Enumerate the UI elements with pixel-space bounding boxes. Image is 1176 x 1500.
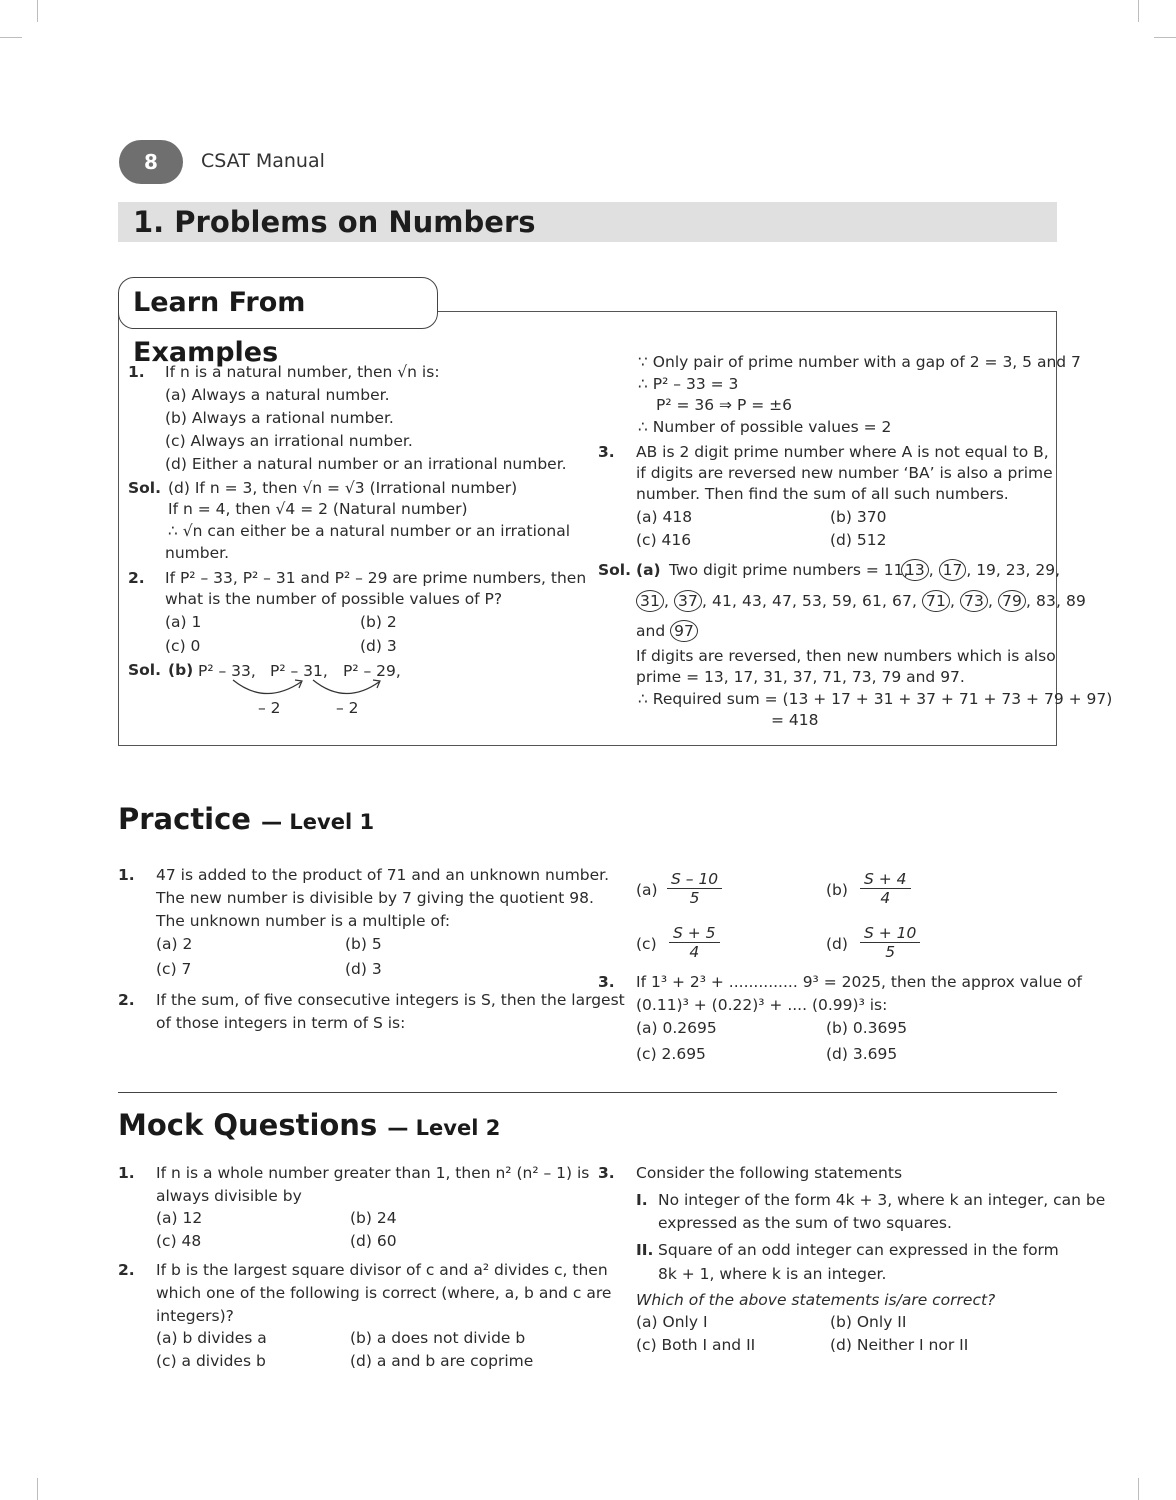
crop-mark: [37, 1478, 38, 1500]
question-number: 1.: [118, 866, 135, 884]
option: (b) 2: [360, 613, 397, 631]
practice-level: — Level 1: [261, 810, 375, 834]
prime: 41: [712, 592, 732, 610]
fraction-option: [667, 870, 722, 907]
question-line: 47 is added to the product of 71 and an unknown number.: [156, 866, 610, 884]
solution-line: ∴ Number of possible values = 2: [638, 418, 892, 436]
option: (b) a does not divide b: [350, 1329, 526, 1347]
option: (d) 3.695: [826, 1045, 898, 1063]
question-line: integers)?: [156, 1307, 234, 1325]
solution-term: P² – 33,: [198, 662, 256, 680]
option: (d) 3: [345, 960, 382, 978]
question-line: If the sum, of five consecutive integers is S, then the largest: [156, 991, 625, 1009]
option-label: (d): [826, 935, 848, 953]
solution-line: ∴ √n can either be a natural number or an irrational: [168, 522, 571, 540]
prime-row: [636, 620, 698, 642]
option: (b) 5: [345, 935, 382, 953]
gap-arc: [313, 680, 379, 694]
question-number: 2.: [118, 1261, 135, 1279]
crop-mark: [37, 0, 38, 22]
numerator: S + 10: [860, 924, 920, 943]
circled-prime: 17: [939, 559, 967, 581]
and-word: and: [636, 622, 666, 640]
prime: 89: [1066, 592, 1086, 610]
prime: 53: [802, 592, 822, 610]
statement-number: I.: [636, 1191, 648, 1209]
prime: 59: [832, 592, 852, 610]
gap-label: – 2: [336, 699, 359, 717]
circled-prime: 71: [922, 590, 950, 612]
option: (b) 24: [350, 1209, 397, 1227]
question-line: If 1³ + 2³ + .............. 9³ = 2025, then the approx value of: [636, 973, 1082, 991]
prime-row: 13 , 17 , 19, 23, 29,: [901, 559, 1060, 581]
solution-line: (d) If n = 3, then √n = √3 (Irrational number): [168, 479, 518, 497]
solution-answer: (b): [168, 661, 194, 679]
statement-number: II.: [636, 1241, 654, 1259]
option: (d) 3: [360, 637, 397, 655]
option: (a) Only I: [636, 1313, 708, 1331]
prime: 29: [1035, 561, 1056, 579]
solution-line: ∵ Only pair of prime number with a gap of 2 = 3, 5 and 7: [638, 353, 1081, 371]
question-line: what is the number of possible values of P?: [165, 590, 503, 608]
prime: 47: [772, 592, 792, 610]
option: (c) Always an irrational number.: [165, 432, 413, 450]
question-number: 2.: [118, 991, 135, 1009]
examples-tab: Learn From Examples: [118, 277, 438, 329]
prime: 83: [1036, 592, 1056, 610]
chapter-title: 1. Problems on Numbers: [118, 202, 1057, 242]
question-line: If n is a whole number greater than 1, then n² (n² – 1) is: [156, 1164, 590, 1182]
circled-prime: 37: [674, 590, 702, 612]
option: (c) a divides b: [156, 1352, 266, 1370]
question-ask: Which of the above statements is/are correct?: [636, 1291, 996, 1309]
option: (d) 60: [350, 1232, 397, 1250]
question-line: which one of the following is correct (where, a, b and c are: [156, 1284, 612, 1302]
numerator: S + 4: [860, 870, 911, 889]
option: (a) b divides a: [156, 1329, 267, 1347]
question-line: always divisible by: [156, 1187, 302, 1205]
book-title: CSAT Manual: [201, 150, 325, 172]
practice-title: Practice: [118, 802, 251, 836]
circled-prime: 97: [670, 620, 698, 642]
question-stem: Consider the following statements: [636, 1164, 903, 1182]
gap-label: – 2: [258, 699, 281, 717]
option: (a) 12: [156, 1209, 203, 1227]
question-number: 3.: [598, 1164, 615, 1182]
numerator: S – 10: [667, 870, 722, 889]
solution-line: ∴ P² – 33 = 3: [638, 375, 739, 393]
option: (d) Neither I nor II: [830, 1336, 969, 1354]
option: (b) Always a rational number.: [165, 409, 394, 427]
prime: 19: [976, 561, 996, 579]
crop-mark: [1154, 37, 1176, 38]
option: (b) 370: [830, 508, 887, 526]
question-number: 3.: [598, 443, 615, 461]
question-stem: If n is a natural number, then √n is:: [165, 363, 440, 381]
question-line: number. Then find the sum of all such numbers.: [636, 485, 1009, 503]
question-line: If P² – 33, P² – 31 and P² – 29 are prime numbers, then: [165, 569, 587, 587]
option: (c) 0: [165, 637, 201, 655]
solution-term: P² – 29,: [343, 662, 401, 680]
option: (b) 0.3695: [826, 1019, 908, 1037]
gap-arcs: [225, 676, 405, 706]
question-line: AB is 2 digit prime number where A is not equal to B,: [636, 443, 1049, 461]
statement-line: expressed as the sum of two squares.: [658, 1214, 952, 1232]
circled-prime: 79: [998, 590, 1026, 612]
option: (b) Only II: [830, 1313, 907, 1331]
denominator: 4: [880, 889, 891, 907]
question-line: if digits are reversed new number ‘BA’ is also a prime: [636, 464, 1053, 482]
statement-line: 8k + 1, where k is an integer.: [658, 1265, 887, 1283]
option-label: (c): [636, 935, 657, 953]
denominator: 4: [689, 943, 700, 961]
solution-line: If n = 4, then √4 = 2 (Natural number): [168, 500, 468, 518]
practice-heading: [118, 802, 374, 836]
page-number-badge: [119, 140, 183, 184]
mock-level: — Level 2: [387, 1116, 501, 1140]
solution-line: If digits are reversed, then new numbers which is also: [636, 647, 1056, 665]
question-number: 3.: [598, 973, 615, 991]
fraction-option: [860, 870, 911, 907]
gap-arc: [233, 680, 301, 694]
option: (c) 7: [156, 960, 192, 978]
section-divider: [118, 1092, 1057, 1093]
option: (a) 1: [165, 613, 202, 631]
fraction-option: [669, 924, 720, 961]
question-line: of those integers in term of S is:: [156, 1014, 406, 1032]
mock-title: Mock Questions: [118, 1108, 378, 1142]
solution-tag: Sol.: [128, 661, 162, 679]
statement-line: No integer of the form 4k + 3, where k an integer, can be: [658, 1191, 1106, 1209]
prime: 23: [1005, 561, 1026, 579]
question-line: If b is the largest square divisor of c and a² divides c, then: [156, 1261, 608, 1279]
solution-tag: Sol.: [128, 479, 162, 497]
option: (a) 0.2695: [636, 1019, 717, 1037]
prime: 61: [862, 592, 882, 610]
circled-prime: 73: [960, 590, 988, 612]
crop-mark: [0, 37, 22, 38]
question-number: 2.: [128, 569, 145, 587]
page-number: 8: [144, 150, 158, 174]
option: (c) Both I and II: [636, 1336, 756, 1354]
prime: 43: [742, 592, 762, 610]
denominator: 5: [689, 889, 700, 907]
option: (d) 512: [830, 531, 887, 549]
option: (a) 2: [156, 935, 193, 953]
solution-tag: Sol.: [598, 561, 632, 579]
question-line: The new number is divisible by 7 giving the quotient 98.: [156, 889, 594, 907]
option: (c) 2.695: [636, 1045, 706, 1063]
numerator: S + 5: [669, 924, 720, 943]
solution-line: ∴ Required sum = (13 + 17 + 31 + 37 + 71 + 73 + 79 + 97): [638, 690, 1113, 708]
prime: 67: [892, 592, 912, 610]
option-label: (b): [826, 881, 848, 899]
solution-answer: (a): [636, 561, 661, 579]
statement-line: Square of an odd integer can expressed in the form: [658, 1241, 1059, 1259]
solution-term: P² – 31,: [270, 662, 328, 680]
solution-line: = 418: [771, 711, 819, 729]
option: (d) Either a natural number or an irrational number.: [165, 455, 567, 473]
question-line: (0.11)³ + (0.22)³ + .... (0.99)³ is:: [636, 996, 888, 1014]
option: (c) 416: [636, 531, 692, 549]
question-number: 1.: [128, 363, 145, 381]
prime-row: 31 , 37 , 41, 43, 47, 53, 59, 61, 67, 71 , 73 , 79 , 83, 89: [636, 590, 1086, 612]
solution-line: number.: [165, 544, 229, 562]
option-label: (a): [636, 881, 658, 899]
option: (d) a and b are coprime: [350, 1352, 534, 1370]
question-number: 1.: [118, 1164, 135, 1182]
circled-prime: 31: [636, 590, 664, 612]
crop-mark: [1138, 0, 1139, 22]
crop-mark: [1138, 1478, 1139, 1500]
solution-line: Two digit prime numbers = 11,: [669, 561, 909, 579]
option: (a) Always a natural number.: [165, 386, 390, 404]
denominator: 5: [885, 943, 896, 961]
circled-prime: 13: [901, 559, 929, 581]
mock-heading: [118, 1108, 500, 1142]
solution-line: P² = 36 ⇒ P = ±6: [656, 396, 793, 414]
option: (a) 418: [636, 508, 693, 526]
solution-line: prime = 13, 17, 31, 37, 71, 73, 79 and 97.: [636, 668, 965, 686]
question-line: The unknown number is a multiple of:: [156, 912, 451, 930]
option: (c) 48: [156, 1232, 202, 1250]
fraction-option: [860, 924, 920, 961]
